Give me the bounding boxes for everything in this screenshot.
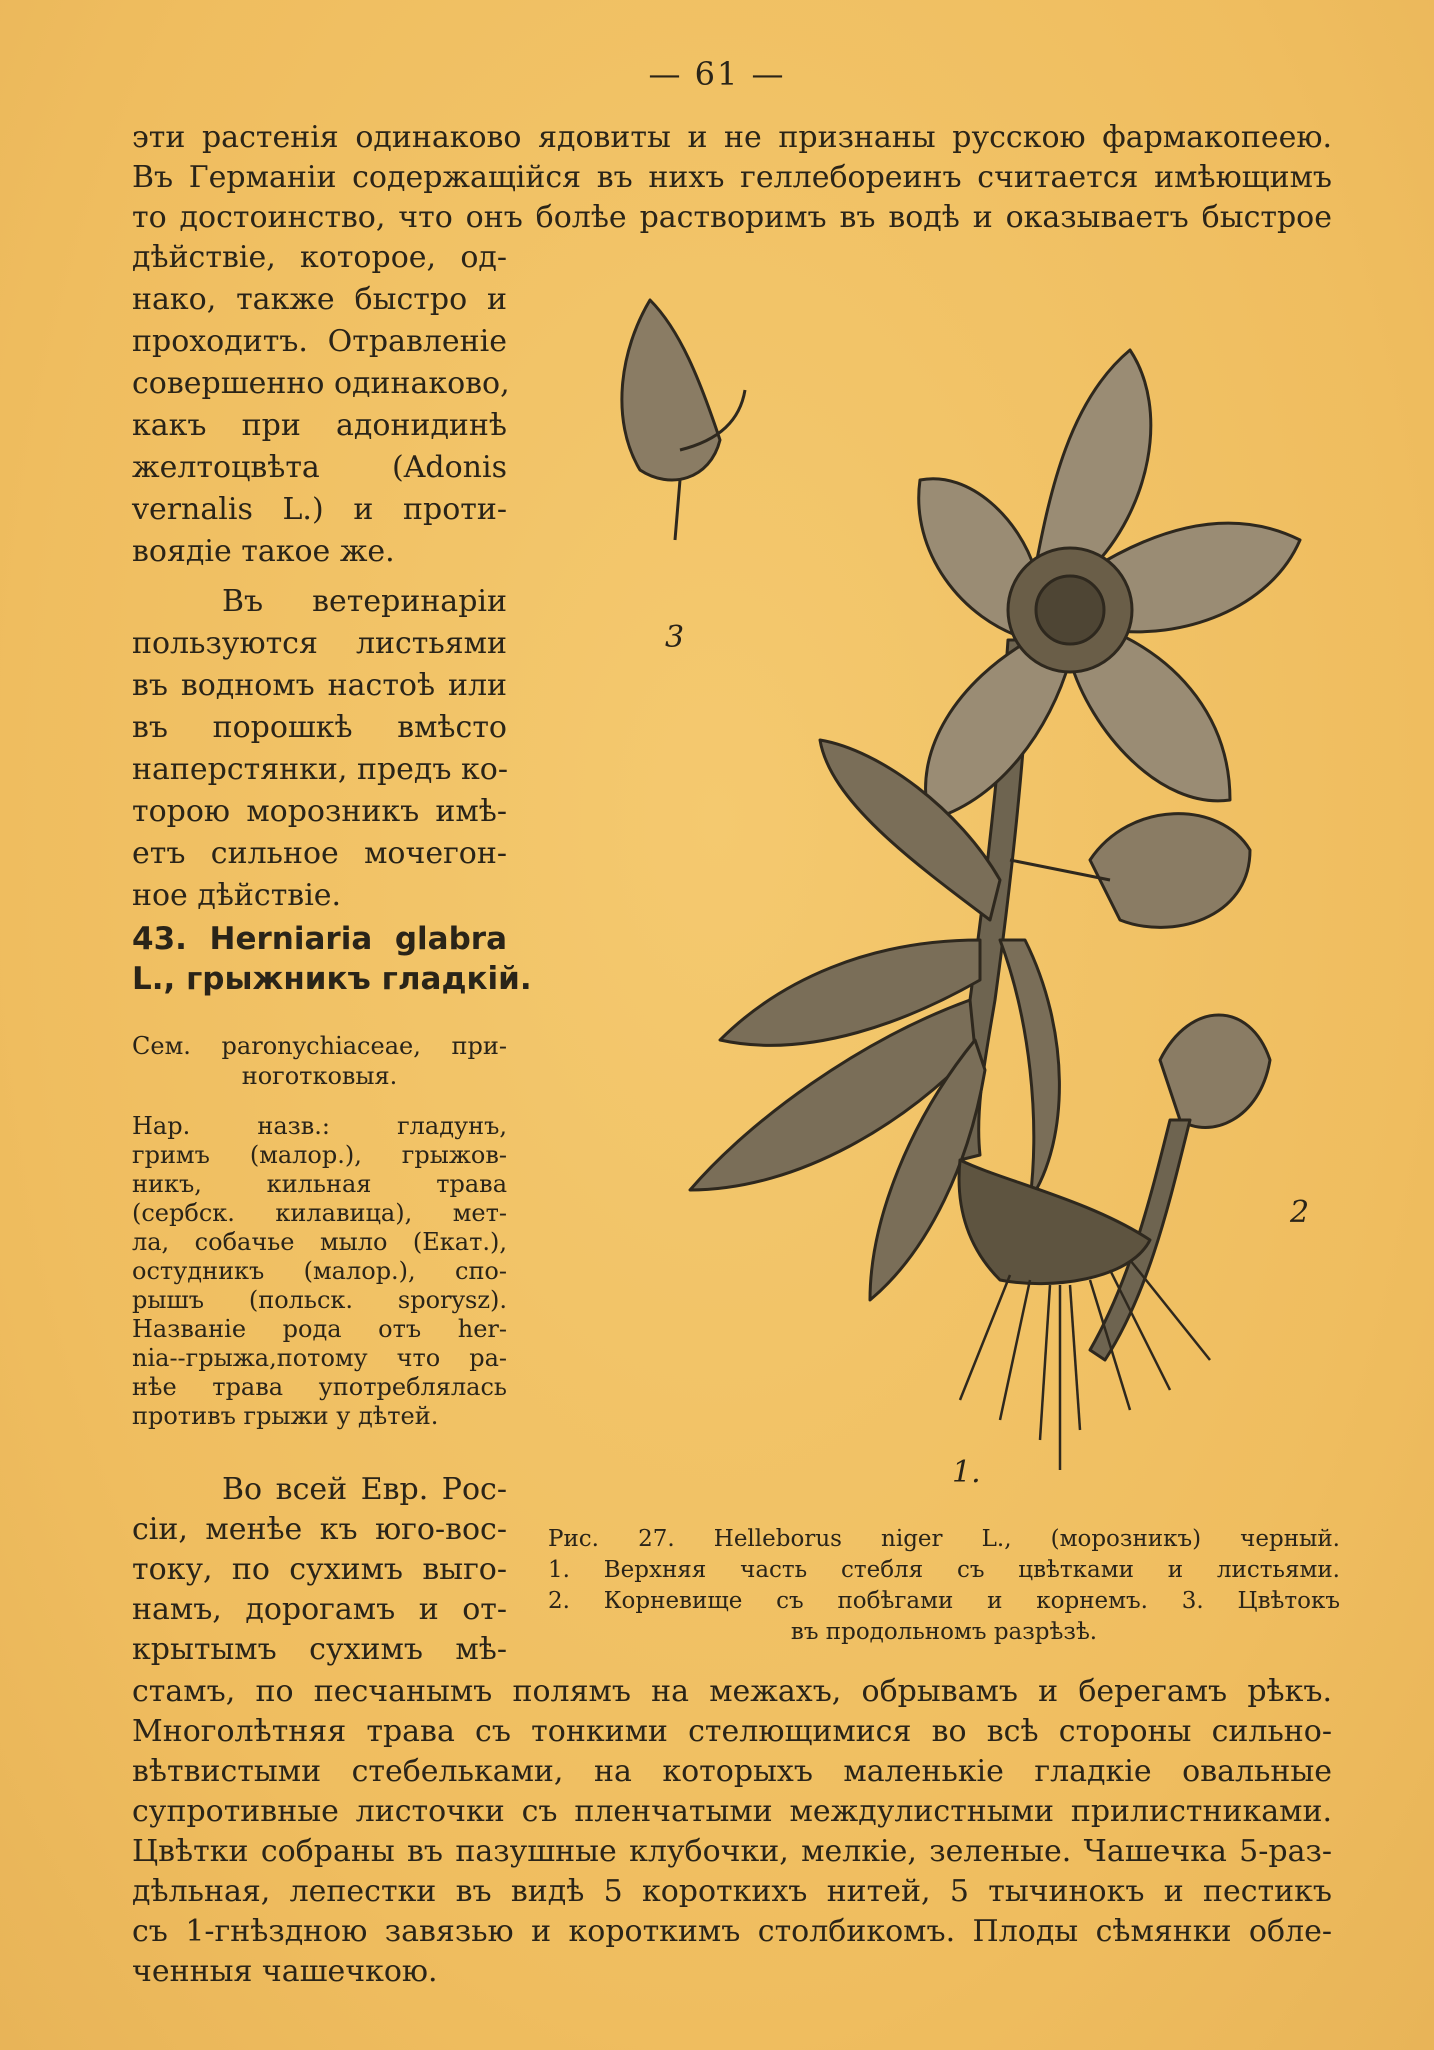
vet-line: торою морозникъ имѣ- bbox=[132, 794, 507, 829]
range-line: сіи, менѣе къ юго-вос- bbox=[132, 1512, 507, 1547]
vet-line: наперстянки, предъ ко- bbox=[132, 752, 508, 787]
column-line: нако, также быстро и bbox=[132, 282, 507, 317]
names-line: (сербск. килавица), мет- bbox=[132, 1199, 507, 1227]
figure-caption-line: 1. Верхняя часть стебля съ цвѣтками и листьями. bbox=[548, 1557, 1340, 1583]
names-line: гримъ (малор.), грыжов- bbox=[132, 1141, 507, 1169]
vet-line: ное дѣйствіе. bbox=[132, 878, 342, 913]
names-line: рышъ (польск. sporysz). bbox=[132, 1286, 507, 1314]
intro-line: эти растенія одинаково ядовиты и не признаны русскою фармакопеею. bbox=[132, 120, 1332, 155]
section-heading: 43. Herniaria glabra bbox=[132, 921, 507, 957]
vet-line: въ водномъ настоѣ или bbox=[132, 668, 507, 703]
column-line: совершенно одинаково, bbox=[132, 366, 510, 401]
section-heading: L., грыжникъ гладкій. bbox=[132, 961, 532, 997]
closing-line: вѣтвистыми стебельками, на которыхъ маленькіе гладкіе овальные bbox=[132, 1754, 1332, 1789]
figure-caption-line: 2. Корневище съ побѣгами и корнемъ. 3. Цвѣтокъ bbox=[548, 1588, 1340, 1614]
range-line: току, по сухимъ выго- bbox=[132, 1552, 507, 1587]
column-line: желтоцвѣта (Adonis bbox=[132, 450, 507, 485]
names-line: Нар. назв.: гладунъ, bbox=[132, 1112, 507, 1140]
names-line: Названіе рода отъ her- bbox=[132, 1315, 507, 1343]
page-number: — 61 — bbox=[648, 55, 786, 93]
hellebore-illustration bbox=[530, 240, 1350, 1520]
vet-line: етъ сильное мочегон- bbox=[132, 836, 507, 871]
names-line: нѣе трава употреблялась bbox=[132, 1373, 507, 1401]
closing-line: съ 1-гнѣздною завязью и короткимъ столбикомъ. Плоды сѣмянки обле- bbox=[132, 1914, 1332, 1949]
figure-label-2: 2 bbox=[1290, 1195, 1310, 1230]
closing-line: ченныя чашечкою. bbox=[132, 1954, 438, 1989]
figure-caption-line: Рис. 27. Helleborus niger L., (морозникъ) черный. bbox=[548, 1526, 1340, 1552]
range-line: намъ, дорогамъ и от- bbox=[132, 1592, 507, 1627]
vet-line: въ порошкѣ вмѣсто bbox=[132, 710, 507, 745]
figure-caption-line: въ продольномъ разрѣзѣ. bbox=[790, 1619, 1098, 1645]
figure-label-3: 3 bbox=[665, 620, 685, 655]
range-line: Во всей Евр. Рос- bbox=[222, 1472, 507, 1507]
vet-line: пользуются листьями bbox=[132, 626, 507, 661]
figure-label-1: 1. bbox=[952, 1455, 981, 1490]
names-line: остудникъ (малор.), спо- bbox=[132, 1257, 507, 1285]
column-line: воядіе такое же. bbox=[132, 534, 395, 569]
intro-line: то достоинство, что онъ болѣе растворимъ въ водѣ и оказываетъ быстрое bbox=[132, 200, 1332, 235]
family-line: Сем. paronychiaceae, при- bbox=[132, 1032, 507, 1060]
closing-line: супротивные листочки съ пленчатыми междулистными прилистниками. bbox=[132, 1794, 1332, 1829]
closing-line: Многолѣтняя трава съ тонкими стелющимися во всѣ стороны сильно- bbox=[132, 1714, 1332, 1749]
names-line: никъ, кильная трава bbox=[132, 1170, 507, 1198]
family-line: ноготковыя. bbox=[241, 1062, 398, 1090]
column-line: какъ при адонидинѣ bbox=[132, 408, 507, 443]
intro-line: Въ Германіи содержащійся въ нихъ геллеборeинъ считается имѣющимъ bbox=[132, 160, 1332, 195]
column-line: vernalis L.) и проти- bbox=[132, 492, 507, 527]
names-line: противъ грыжи у дѣтей. bbox=[132, 1402, 439, 1430]
column-line: проходитъ. Отравленіе bbox=[132, 324, 507, 359]
names-line: ла, собачье мыло (Екат.), bbox=[132, 1228, 507, 1256]
column-line: дѣйствіе, которое, од- bbox=[132, 240, 507, 275]
names-line: nia--грыжа,потому что ра- bbox=[132, 1344, 507, 1372]
closing-line: стамъ, по песчанымъ полямъ на межахъ, обрывамъ и берегамъ рѣкъ. bbox=[132, 1674, 1332, 1709]
range-line: крытымъ сухимъ мѣ- bbox=[132, 1632, 507, 1667]
closing-line: дѣльная, лепестки въ видѣ 5 короткихъ нитей, 5 тычинокъ и пестикъ bbox=[132, 1874, 1332, 1909]
vet-line: Въ ветеринаріи bbox=[222, 584, 507, 619]
closing-line: Цвѣтки собраны въ пазушные клубочки, мелкіе, зеленые. Чашечка 5-раз- bbox=[132, 1834, 1332, 1869]
